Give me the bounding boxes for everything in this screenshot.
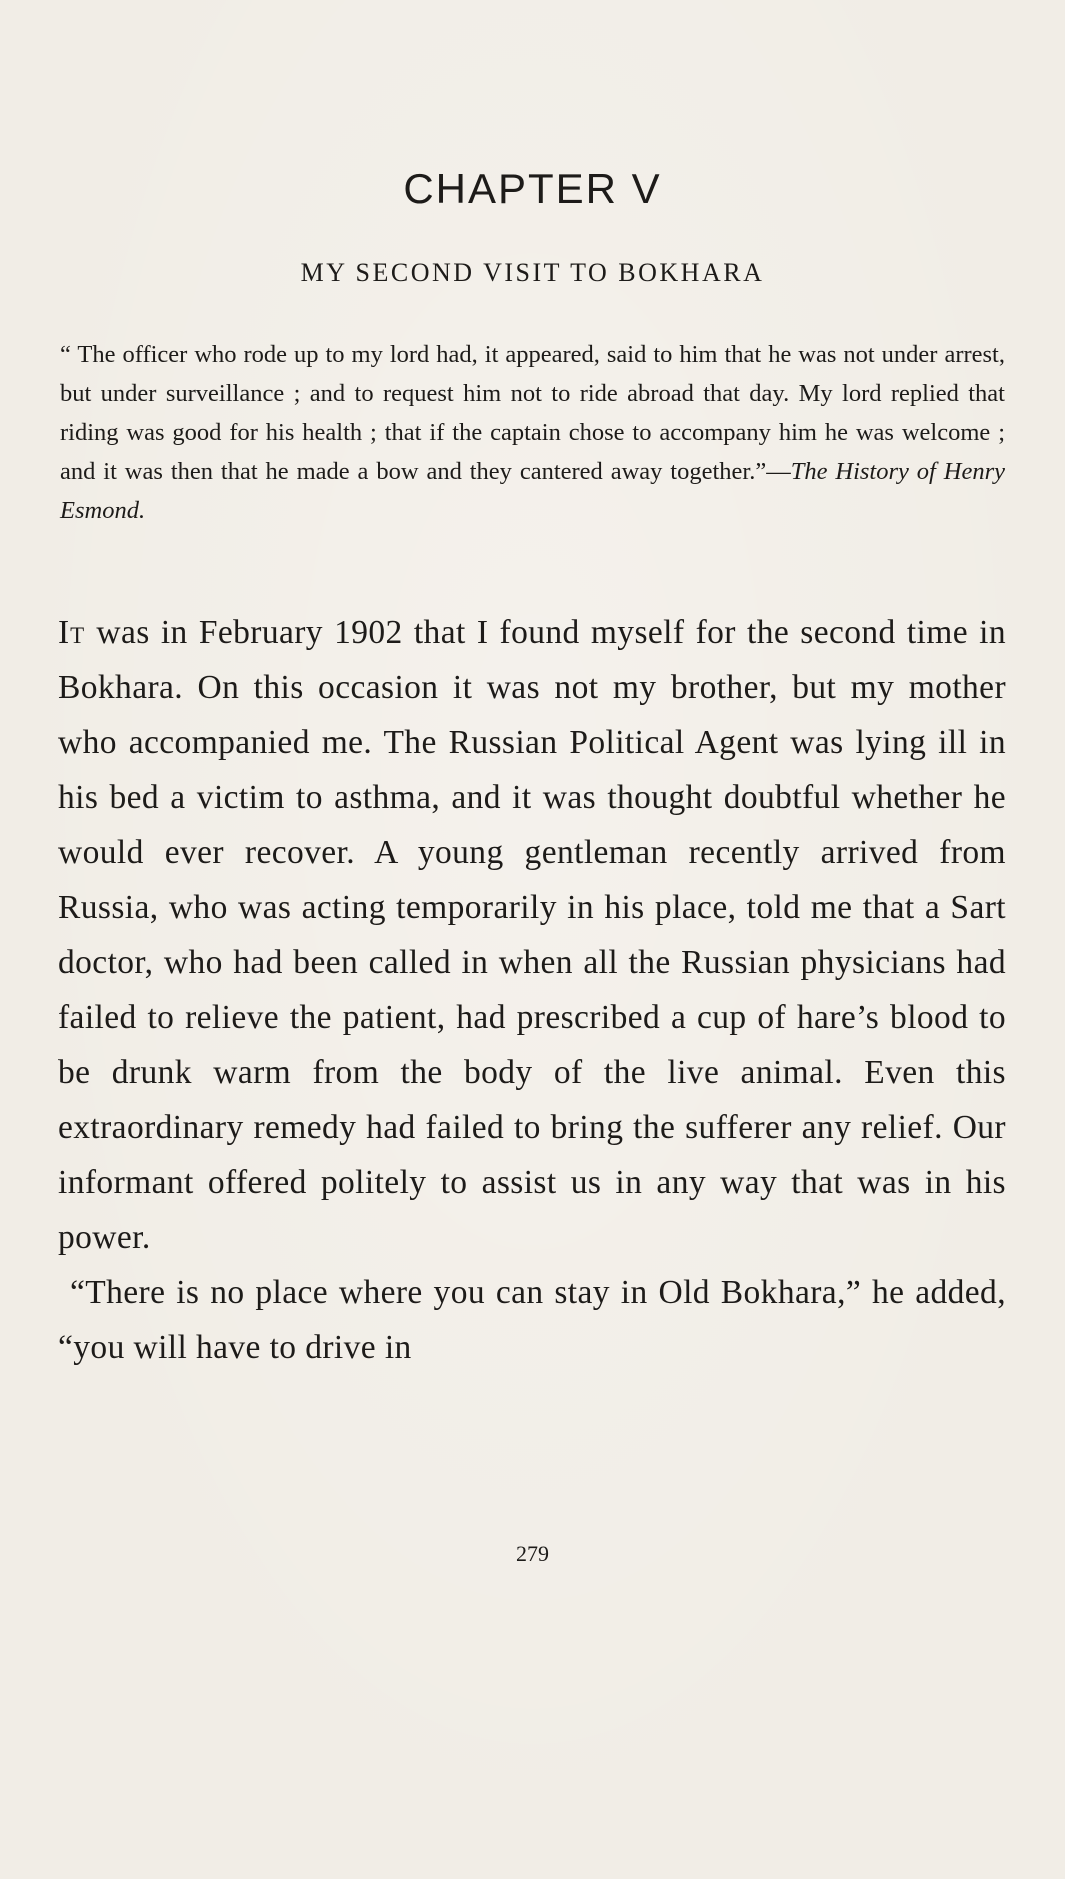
epigraph-quote: “ The officer who rode up to my lord had, it appeared, said to him that he was not under arrest, but under surveillance ; and to request him not to ride abroad that day. My lord replied that riding was good for his health ; that if the captain chose to accompany him he was welcome ; and it was then that he made a bow and they cantered away together.”—	[60, 341, 1005, 485]
paragraph-1-text: was in February 1902 that I found myself for the second time in Bokhara. On this occasion it was not my brother, but my mother who accompanied me. The Russian Political Agent was lying ill in his bed a victim to asthma, and it was thought doubtful whether he would ever recover. A young gentleman recently arrived from Russia, who was acting temporarily in his place, told me that a Sart doctor, who had been called in when all the Russian physicians had failed to relieve the patient, had prescribed a cup of hare’s blood to be drunk warm from the body of the live animal. Even this extraordinary remedy had failed to bring the sufferer any relief. Our informant offered politely to assist us in any way that was in his power.	[58, 614, 1006, 1256]
body-text	[58, 605, 1006, 1375]
body-paragraph-2: “There is no place where you can stay in Old Bokhara,” he added, “you will have to drive in	[58, 1274, 1006, 1366]
epigraph	[60, 335, 1005, 530]
body-paragraph-1	[58, 605, 1006, 1265]
chapter-subtitle: MY SECOND VISIT TO BOKHARA	[300, 258, 765, 287]
epigraph-source: The History of Henry Esmond.	[60, 458, 1005, 524]
lead-word: It	[58, 614, 86, 651]
chapter-heading: CHAPTER V	[403, 165, 662, 212]
page-number: 279	[516, 1541, 549, 1566]
